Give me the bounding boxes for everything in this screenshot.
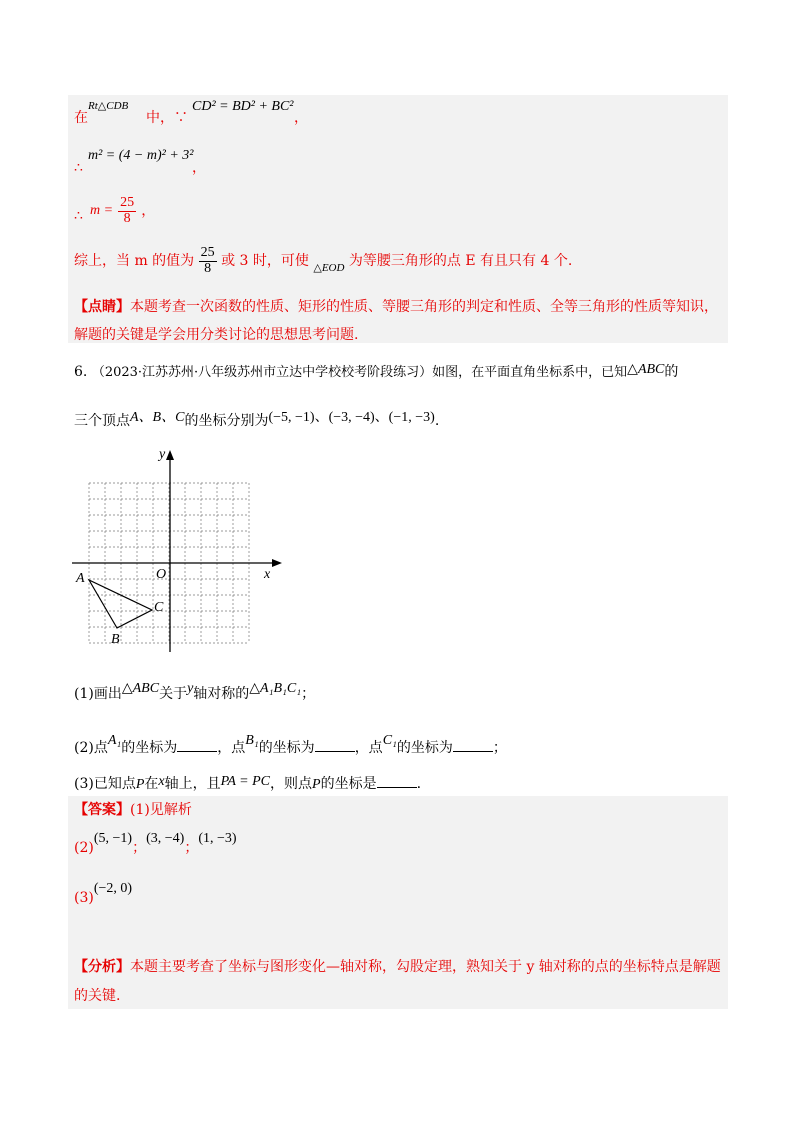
part3-end: .: [416, 776, 422, 792]
question-coords: (−5, −1)、(−3, −4)、(−1, −3): [268, 410, 435, 425]
solution-line1-pre: 在: [74, 110, 88, 126]
solution-line2-formula: m² = (4 − m)² + 3²: [88, 148, 194, 163]
analysis-tag: 【分析】: [74, 959, 130, 975]
solution-line3-numerator: 25: [120, 195, 135, 210]
part1-pre: (1)画出: [74, 686, 122, 702]
part1-mid: 关于: [159, 686, 188, 702]
part2-text3: 的坐标为: [396, 740, 453, 756]
answer-part3-value: (−2, 0): [93, 881, 133, 896]
answer-blank-c1[interactable]: [453, 751, 493, 752]
solution-line3-end: ，: [141, 202, 156, 219]
question-triangle: △ABC: [627, 362, 665, 377]
solution-line3-lhs: m =: [90, 203, 114, 219]
part2-pre: (2)点: [74, 740, 108, 756]
point-a-label: A: [76, 571, 85, 586]
part1-triangle: △ABC: [121, 681, 160, 696]
answer-blank-b1[interactable]: [315, 751, 355, 752]
solution-line3-therefore: ∴: [74, 208, 83, 224]
question-line2-mid: 的坐标分别为: [184, 413, 269, 429]
part3: [74, 774, 421, 794]
answer-blank-p[interactable]: [377, 787, 417, 788]
part2-c1: C₁: [382, 733, 397, 748]
solution-line3-denominator: 8: [123, 210, 131, 226]
part2-a1: A₁: [107, 733, 122, 748]
solution-line3-equation: [90, 196, 155, 226]
dianjing-tag: 【点睛】: [74, 299, 130, 315]
coordinate-figure: [60, 440, 290, 665]
part3-mid4: 的坐标是: [320, 776, 377, 792]
part3-mid2: 轴上，且: [164, 776, 221, 792]
question-vertices: A、B、C: [130, 410, 185, 425]
conclusion-triangle: △EOD: [313, 262, 345, 275]
question-line2-pre: 三个顶点: [74, 413, 130, 429]
conclusion-pre: 综上，当 m 的值为: [74, 252, 195, 269]
conclusion-fraction: [199, 246, 217, 276]
answer-part2-b: (3, −4): [146, 831, 185, 846]
y-axis-label: y: [159, 447, 166, 462]
question-of: 的: [664, 364, 679, 380]
answer-part2-label: (2): [74, 840, 94, 856]
answer-part2-sep2: ；: [184, 840, 199, 856]
question-line2-end: .: [434, 413, 440, 429]
part1-mid2: 轴对称的: [193, 686, 250, 702]
x-axis-arrow: [272, 559, 282, 567]
answer-part1: (1)见解析: [130, 802, 192, 818]
conclusion-mid: 或 3 时，可使: [221, 252, 309, 269]
solution-conclusion: [74, 246, 572, 276]
answer-line3: [74, 880, 132, 907]
part2-sep2: ，点: [354, 740, 383, 756]
answer-blank-a1[interactable]: [177, 751, 217, 752]
point-c-label: C: [154, 600, 164, 615]
conclusion-post: 为等腰三角形的点 E 有且只有 4 个.: [348, 252, 573, 269]
part3-equation: PA = PC: [220, 774, 271, 789]
answer-part2-sep1: ；: [132, 840, 147, 856]
analysis-line2: 的关键.: [74, 988, 121, 1004]
part1-triangle2: △A₁B₁C₁: [249, 681, 302, 696]
part2: [74, 733, 507, 757]
solution-line1-mid: 中，∵: [146, 110, 188, 126]
part1-axis: y: [187, 681, 194, 696]
point-b-label: B: [111, 632, 120, 647]
part2-end: ；: [492, 740, 507, 756]
y-axis-arrow: [166, 450, 174, 460]
part3-mid3: ，则点: [270, 776, 313, 792]
conclusion-denominator: 8: [204, 260, 212, 276]
answer-tag: 【答案】: [74, 802, 130, 818]
part2-b1: B₁: [245, 733, 259, 748]
part3-p2: P: [312, 777, 321, 792]
part1-end: ；: [301, 686, 316, 702]
analysis-line1: [74, 959, 721, 976]
part2-text2: 的坐标为: [258, 740, 315, 756]
answer-part2-a: (5, −1): [93, 831, 133, 846]
triangle-abc: [89, 580, 152, 628]
answer-part2-c: (1, −3): [198, 831, 237, 846]
solution-line1-triangle: Rt△CDB: [88, 100, 129, 112]
solution-line2-end: ，: [192, 160, 206, 176]
question-line1: [74, 362, 678, 381]
analysis-text1: 本题主要考查了坐标与图形变化—轴对称，勾股定理，熟知关于 y 轴对称的点的坐标特点是解题: [130, 959, 721, 975]
origin-label: O: [156, 567, 167, 582]
dianjing-line1: [74, 299, 718, 316]
question-source: （2023·江苏苏州·八年级苏州市立达中学校校考阶段练习）如图，在平面直角坐标系中，已知: [91, 365, 628, 380]
solution-line1-formula: CD² = BD² + BC²: [192, 99, 294, 114]
question-line2: [74, 410, 439, 430]
part3-x: x: [158, 774, 165, 789]
dianjing-line2: 解题的关键是学会用分类讨论的思想思考问题.: [74, 327, 359, 343]
solution-line3-fraction: [118, 196, 136, 226]
part1: [74, 681, 315, 703]
answer-panel: [68, 796, 728, 1009]
answer-line2: [74, 830, 237, 857]
answer-line1: [74, 802, 192, 819]
solution-line1-end: ，: [294, 110, 308, 126]
solution-line2-therefore: ∴: [74, 160, 83, 176]
part2-sep1: ，点: [217, 740, 246, 756]
part2-text1: 的坐标为: [121, 740, 178, 756]
part3-p: P: [135, 777, 145, 792]
x-axis-label: x: [264, 567, 271, 582]
question-number: 6.: [74, 364, 88, 380]
dianjing-text1: 本题考查一次函数的性质、矩形的性质、等腰三角形的判定和性质、全等三角形的性质等知识，: [130, 299, 718, 315]
conclusion-numerator: 25: [200, 245, 215, 260]
part3-mid: 在: [144, 776, 159, 792]
answer-part3-label: (3): [74, 890, 94, 906]
part3-pre: (3)已知点: [74, 776, 136, 792]
